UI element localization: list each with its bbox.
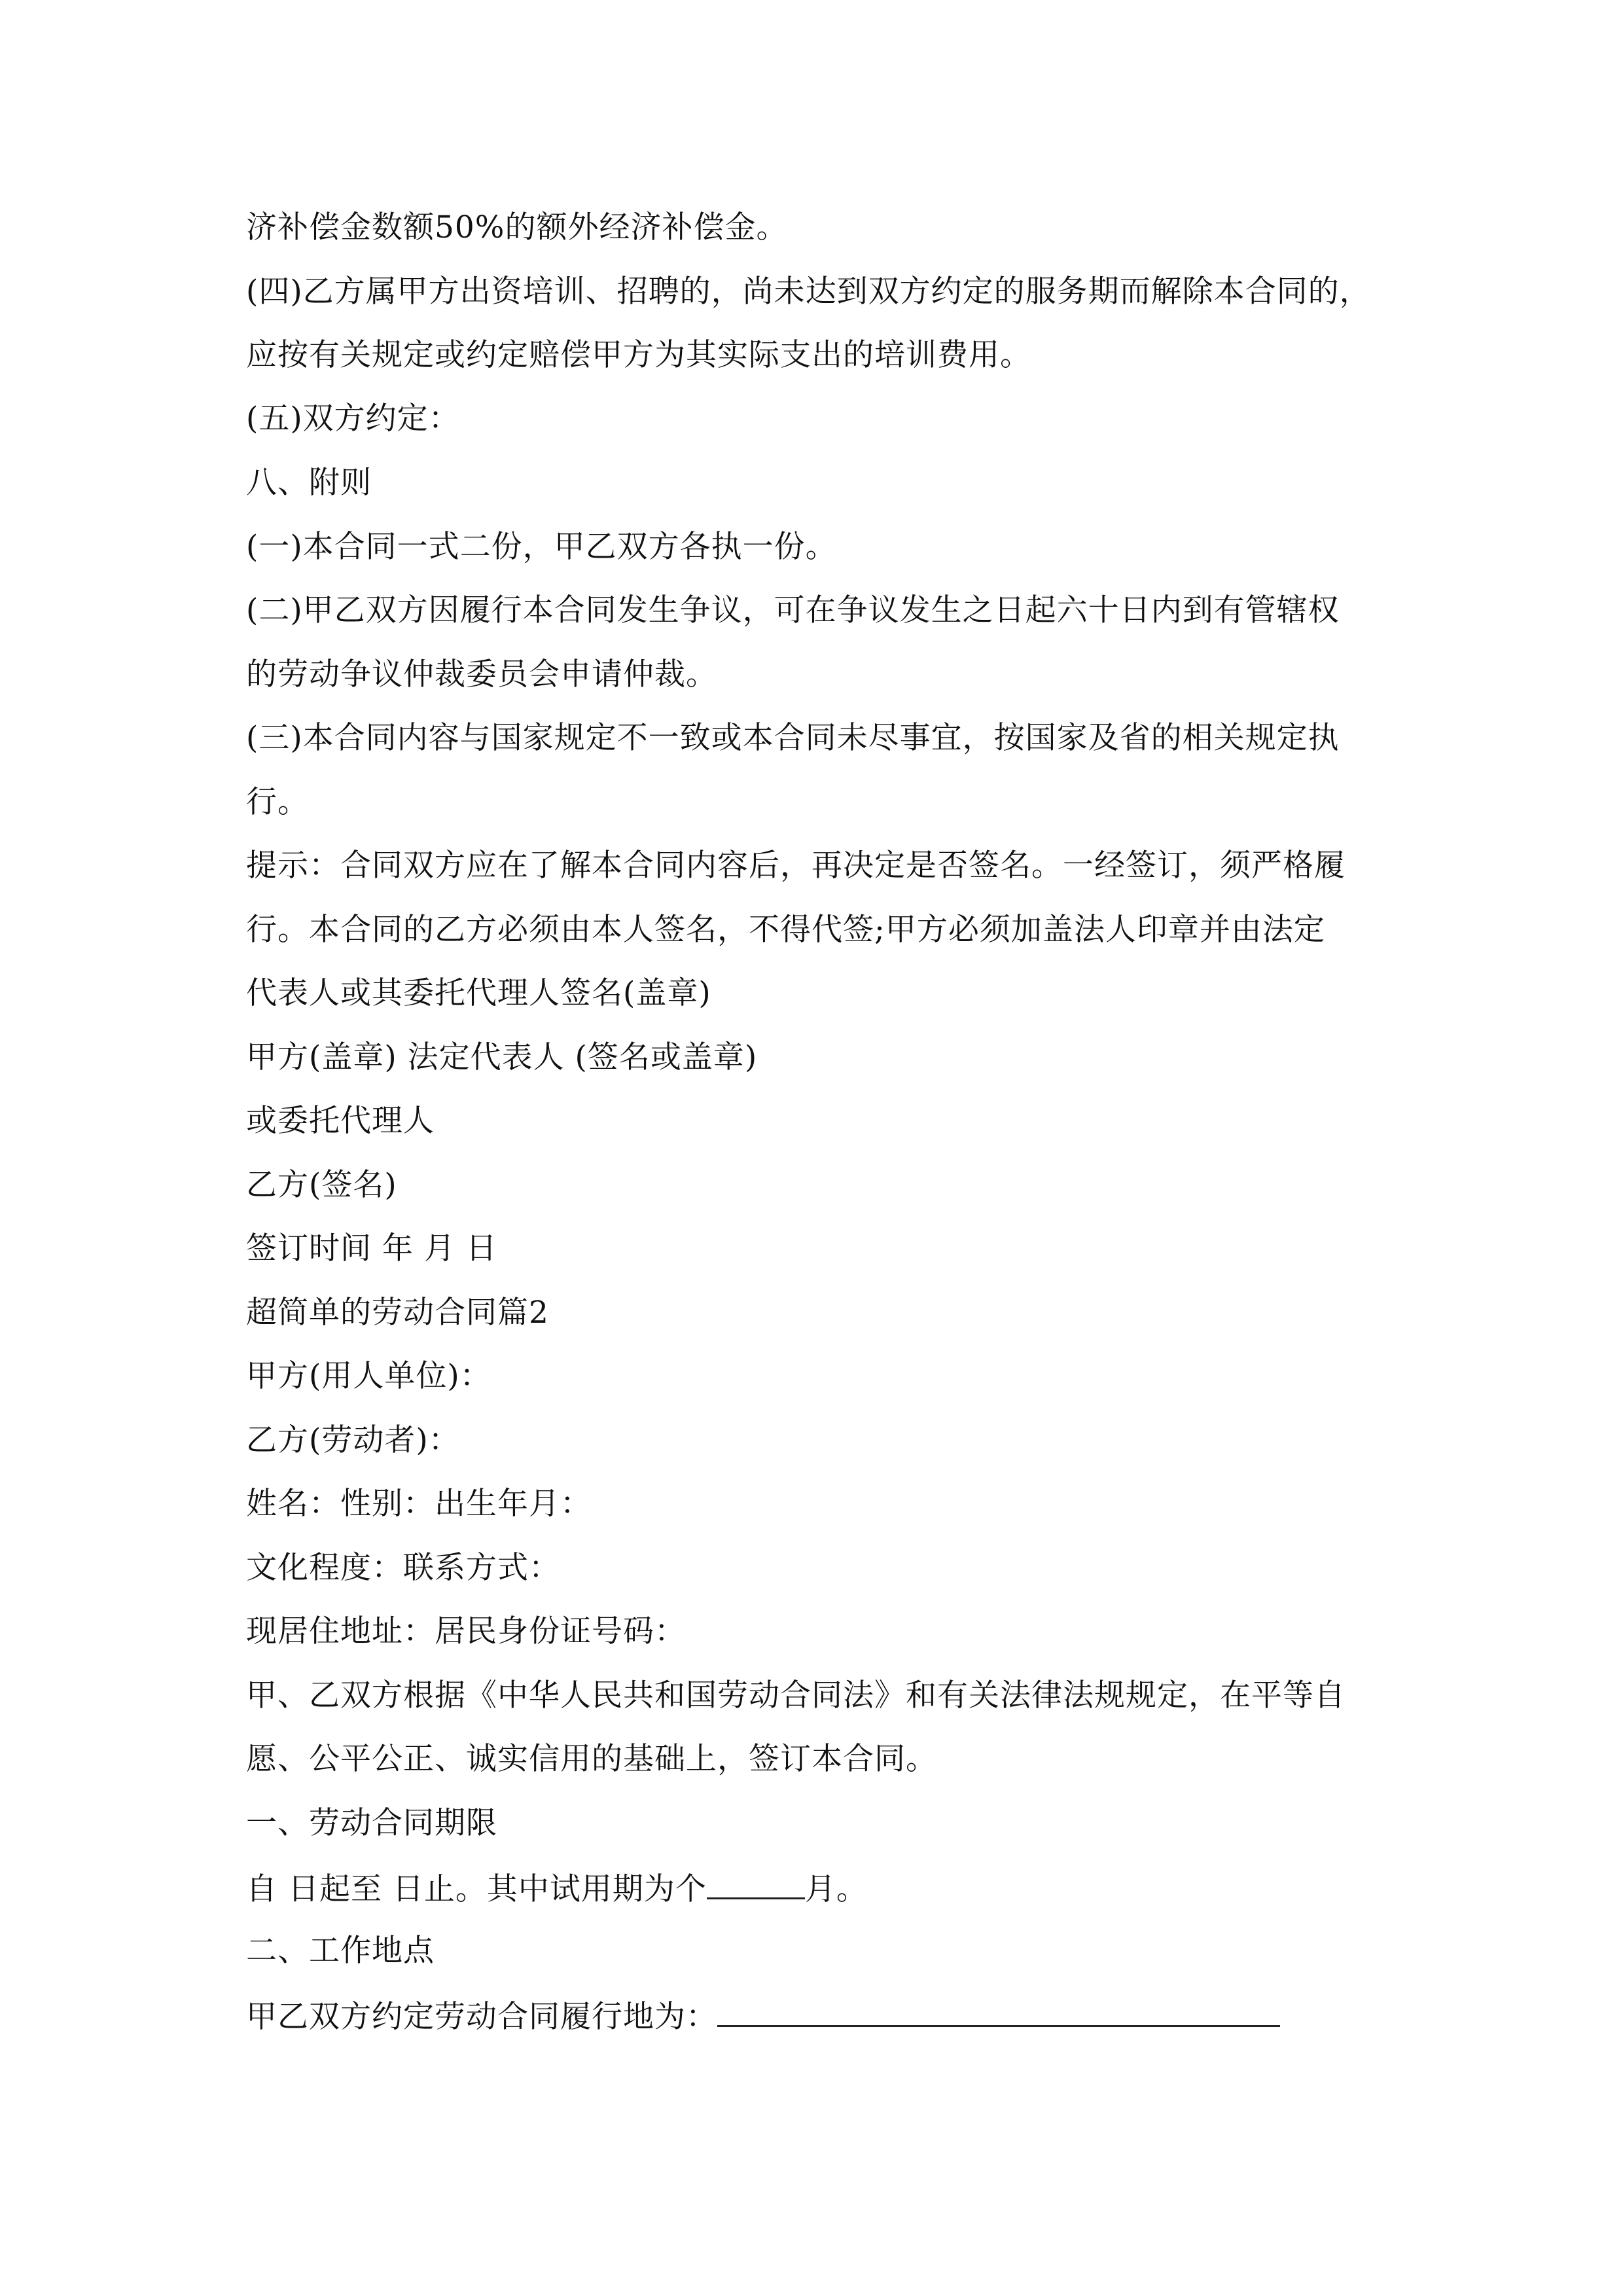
- text-line: 应按有关规定或约定赔偿甲方为其实际支出的培训费用。: [246, 337, 1031, 373]
- signature-line: 或委托代理人: [246, 1103, 435, 1139]
- text-line: 行。本合同的乙方必须由本人签名，不得代签;甲方必须加盖法人印章并由法定: [246, 912, 1325, 948]
- probation-blank: [707, 1867, 805, 1899]
- text-line: 愿、公平公正、诚实信用的基础上，签订本合同。: [246, 1741, 937, 1777]
- text-line: (一)本合同一式二份，甲乙双方各执一份。: [246, 529, 837, 565]
- probation-line: [246, 1867, 1385, 1907]
- workplace-label: 甲乙双方约定劳动合同履行地为：: [246, 1999, 717, 2035]
- text-line: 甲、乙双方根据《中华人民共和国劳动合同法》和有关法律法规规定，在平等自: [246, 1677, 1346, 1713]
- text-line: (二)甲乙双方因履行本合同发生争议，可在争议发生之日起六十日内到有管辖权: [246, 592, 1340, 628]
- section-heading: 一、劳动合同期限: [246, 1805, 497, 1841]
- text-line: (四)乙方属甲方出资培训、招聘的，尚未达到双方约定的服务期而解除本合同的，: [246, 274, 1371, 310]
- text-line: (三)本合同内容与国家规定不一致或本合同未尽事宜，按国家及省的相关规定执: [246, 720, 1340, 756]
- personal-info-line: 文化程度：联系方式：: [246, 1550, 560, 1586]
- personal-info-line: 现居住地址：居民身份证号码：: [246, 1613, 686, 1649]
- text-line: 行。: [246, 784, 309, 820]
- text-line: 济补偿金数额50%的额外经济补偿金。: [246, 209, 788, 245]
- text-line: 的劳动争议仲裁委员会申请仲裁。: [246, 656, 717, 692]
- probation-text: 自 日起至 日止。其中试用期为个: [246, 1871, 707, 1907]
- workplace-blank: [717, 1995, 1280, 2027]
- signature-line: 甲方(盖章) 法定代表人 (签名或盖章): [246, 1039, 758, 1075]
- text-line: (五)双方约定：: [246, 401, 460, 437]
- text-line: 代表人或其委托代理人签名(盖章): [246, 975, 711, 1011]
- personal-info-line: 姓名：性别：出生年月：: [246, 1486, 592, 1522]
- document-subtitle: 超简单的劳动合同篇2: [246, 1295, 549, 1331]
- workplace-line: [246, 1995, 1385, 2034]
- party-b-line: 乙方(劳动者)：: [246, 1422, 460, 1458]
- text-line: 提示：合同双方应在了解本合同内容后，再决定是否签名。一经签订，须严格履: [246, 848, 1346, 884]
- probation-suffix: 月。: [804, 1871, 868, 1907]
- section-heading: 二、工作地点: [246, 1933, 435, 1969]
- signature-line: 乙方(签名): [246, 1167, 397, 1203]
- section-heading: 八、附则: [246, 465, 372, 501]
- party-a-line: 甲方(用人单位)：: [246, 1358, 491, 1394]
- date-line: 签订时间 年 月 日: [246, 1230, 497, 1266]
